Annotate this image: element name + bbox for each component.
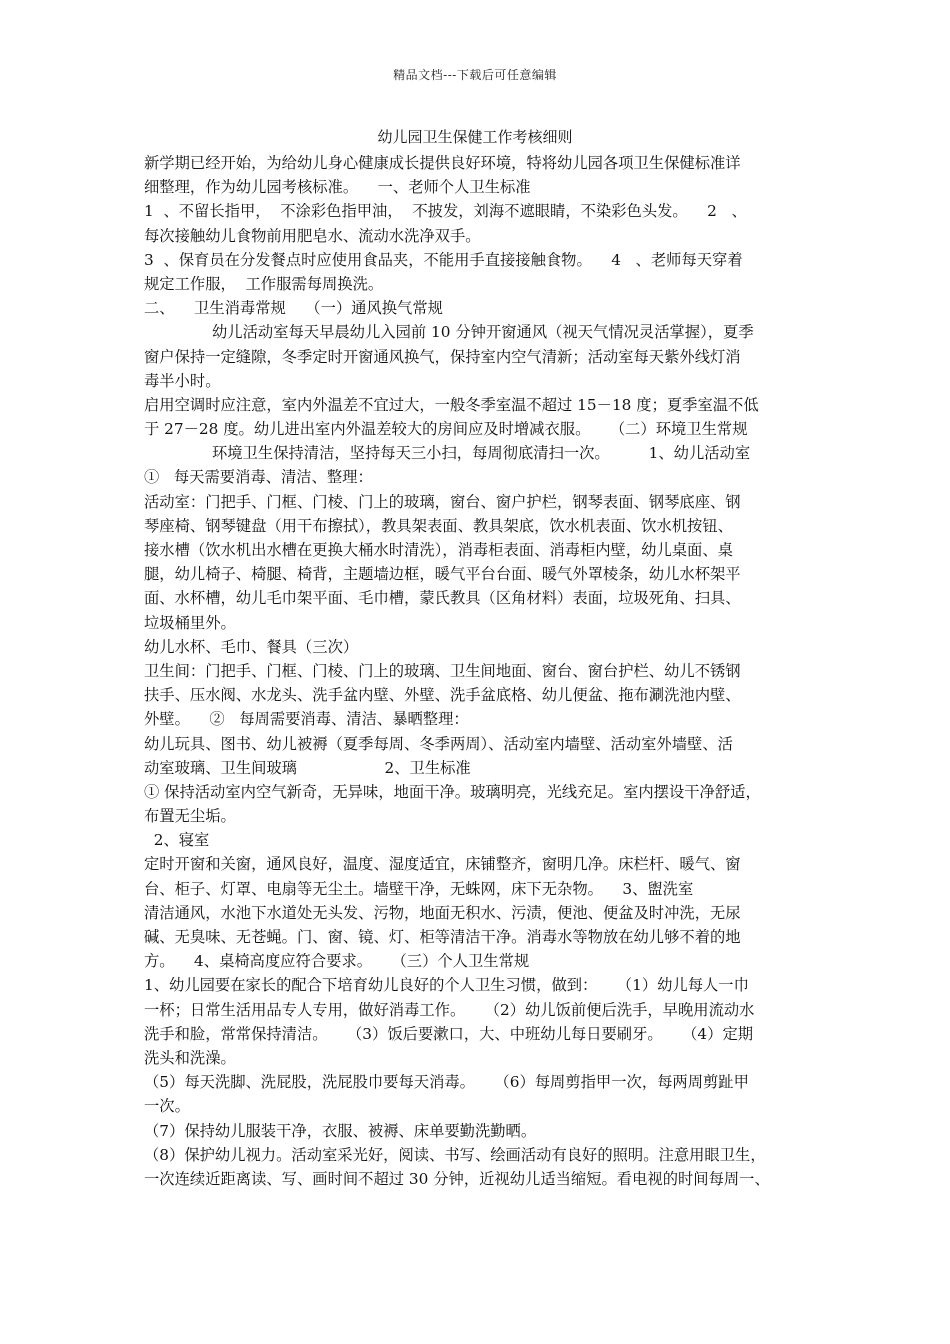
text-line: 二、 卫生消毒常规 （一）通风换气常规	[144, 299, 443, 318]
text-line: 一次。	[144, 1097, 190, 1116]
text-line: 台、柜子、灯罩、电扇等无尘土。墙壁干净，无蛛网，床下无杂物。 3、盥洗室	[144, 879, 694, 898]
text-line: 规定工作服， 工作服需每周换洗。	[144, 274, 384, 293]
text-line: 清洁通风，水池下水道处无头发、污物，地面无积水、污渍，便池、便盆及时冲洗，无尿	[144, 903, 741, 922]
text-line: 幼儿玩具、图书、幼儿被褥（夏季每周、冬季两周）、活动室内墙壁、活动室外墙壁、活	[144, 734, 733, 753]
text-line: 环境卫生保持清洁，坚持每天三小扫，每周彻底清扫一次。 1、幼儿活动室	[212, 444, 751, 463]
text-line: 琴座椅、钢琴键盘（用干布擦拭），教具架表面、教具架底，饮水机表面、饮水机按钮、	[144, 516, 733, 535]
text-line: 洗头和洗澡。	[144, 1048, 236, 1067]
text-line: 方。 4、桌椅高度应符合要求。 （三）个人卫生常规	[144, 952, 530, 971]
page-header: 精品文档---下载后可任意编辑	[393, 68, 557, 82]
text-line: 毒半小时。	[144, 371, 221, 390]
text-line: 外壁。 ② 每周需要消毒、清洁、暴晒整理：	[144, 710, 469, 729]
text-line: 面、水杯槽，幼儿毛巾架平面、毛巾槽，蒙氏教具（区角材料）表面，垃圾死角、扫具、	[144, 589, 741, 608]
text-line: 幼儿活动室每天早晨幼儿入园前 10 分钟开窗通风（视天气情况灵活掌握），夏季	[212, 323, 754, 342]
text-line: 于 27－28 度。幼儿进出室内外温差较大的房间应及时增减衣服。 （二）环境卫生常规	[144, 420, 748, 439]
text-line: 3 、保育员在分发餐点时应使用食品夹，不能用手直接接触食物。 4 、老师每天穿着	[144, 250, 743, 269]
text-line: 2、寝室	[144, 831, 210, 850]
text-line: 细整理，作为幼儿园考核标准。 一、老师个人卫生标准	[144, 178, 531, 197]
text-line: 启用空调时应注意，室内外温差不宜过大，一般冬季室温不超过 15－18 度；夏季室温不低	[144, 395, 759, 414]
document-title: 幼儿园卫生保健工作考核细则	[377, 128, 573, 146]
text-line: ① 每天需要消毒、清洁、整理：	[144, 468, 373, 487]
text-line: 定时开窗和关窗，通风良好，温度、湿度适宜，床铺整齐，窗明几净。床栏杆、暖气、窗	[144, 855, 741, 874]
text-line: 1、幼儿园要在家长的配合下培育幼儿良好的个人卫生习惯，做到： （1）幼儿每人一巾	[144, 976, 749, 995]
text-line: （5）每天洗脚、洗屁股，洗屁股巾要每天消毒。 （6）每周剪指甲一次，每两周剪趾甲	[144, 1073, 749, 1092]
text-line: 腿，幼儿椅子、椅腿、椅背，主题墙边框，暖气平台台面、暖气外罩棱条，幼儿水杯架平	[144, 565, 741, 584]
text-line: 一杯；日常生活用品专人专用，做好消毒工作。 （2）幼儿饭前便后洗手，早晚用流动水	[144, 1000, 755, 1019]
text-line: 碱、无臭味、无苍蝇。门、窗、镜、灯、柜等清洁干净。消毒水等物放在幼儿够不着的地	[144, 928, 741, 946]
text-line: 幼儿水杯、毛巾、餐具（三次）	[144, 637, 359, 656]
text-line: （8）保护幼儿视力。活动室采光好，阅读、书写、绘画活动有良好的照明。注意用眼卫生，	[144, 1145, 766, 1164]
text-line: ① 保持活动室内空气新奇，无异味，地面干净。玻璃明亮，光线充足。室内摆设干净舒适，	[144, 782, 761, 801]
text-line: 卫生间：门把手、门框、门棱、门上的玻璃、卫生间地面、窗台、窗台护栏、幼儿不锈钢	[144, 661, 741, 680]
text-line: 动室玻璃、卫生间玻璃 2、卫生标准	[144, 758, 471, 777]
text-line: 接水槽（饮水机出水槽在更换大桶水时清洗），消毒柜表面、消毒柜内壁，幼儿桌面、桌	[144, 541, 733, 559]
text-line: 每次接触幼儿食物前用肥皂水、流动水洗净双手。	[144, 226, 481, 245]
text-line: 一次连续近距离读、写、画时间不超过 30 分钟，近视幼儿适当缩短。看电视的时间每周一、	[144, 1169, 770, 1188]
text-line: 扶手、压水阀、水龙头、洗手盆内壁、外壁、洗手盆底格、幼儿便盆、拖布涮洗池内壁、	[144, 686, 741, 705]
text-line: 窗户保持一定缝隙，冬季定时开窗通风换气，保持室内空气清新；活动室每天紫外线灯消	[144, 347, 741, 366]
text-line: 活动室：门把手、门框、门棱、门上的玻璃，窗台、窗户护栏，钢琴表面、钢琴底座、钢	[144, 492, 741, 511]
text-line: 洗手和脸，常常保持清洁。 （3）饭后要漱口，大、中班幼儿每日要刷牙。 （4）定期	[144, 1024, 754, 1043]
text-line: 新学期已经开始，为给幼儿身心健康成长提供良好环境，特将幼儿园各项卫生保健标准详	[144, 154, 741, 172]
text-line: 1 、不留长指甲， 不涂彩色指甲油， 不披发，刘海不遮眼睛，不染彩色头发。 2 、	[144, 202, 747, 221]
document-body	[144, 151, 812, 1191]
text-line: 布置无尘垢。	[144, 807, 236, 826]
text-line: （7）保持幼儿服装干净，衣服、被褥、床单要勤洗勤晒。	[144, 1121, 537, 1140]
text-line: 垃圾桶里外。	[144, 613, 236, 632]
